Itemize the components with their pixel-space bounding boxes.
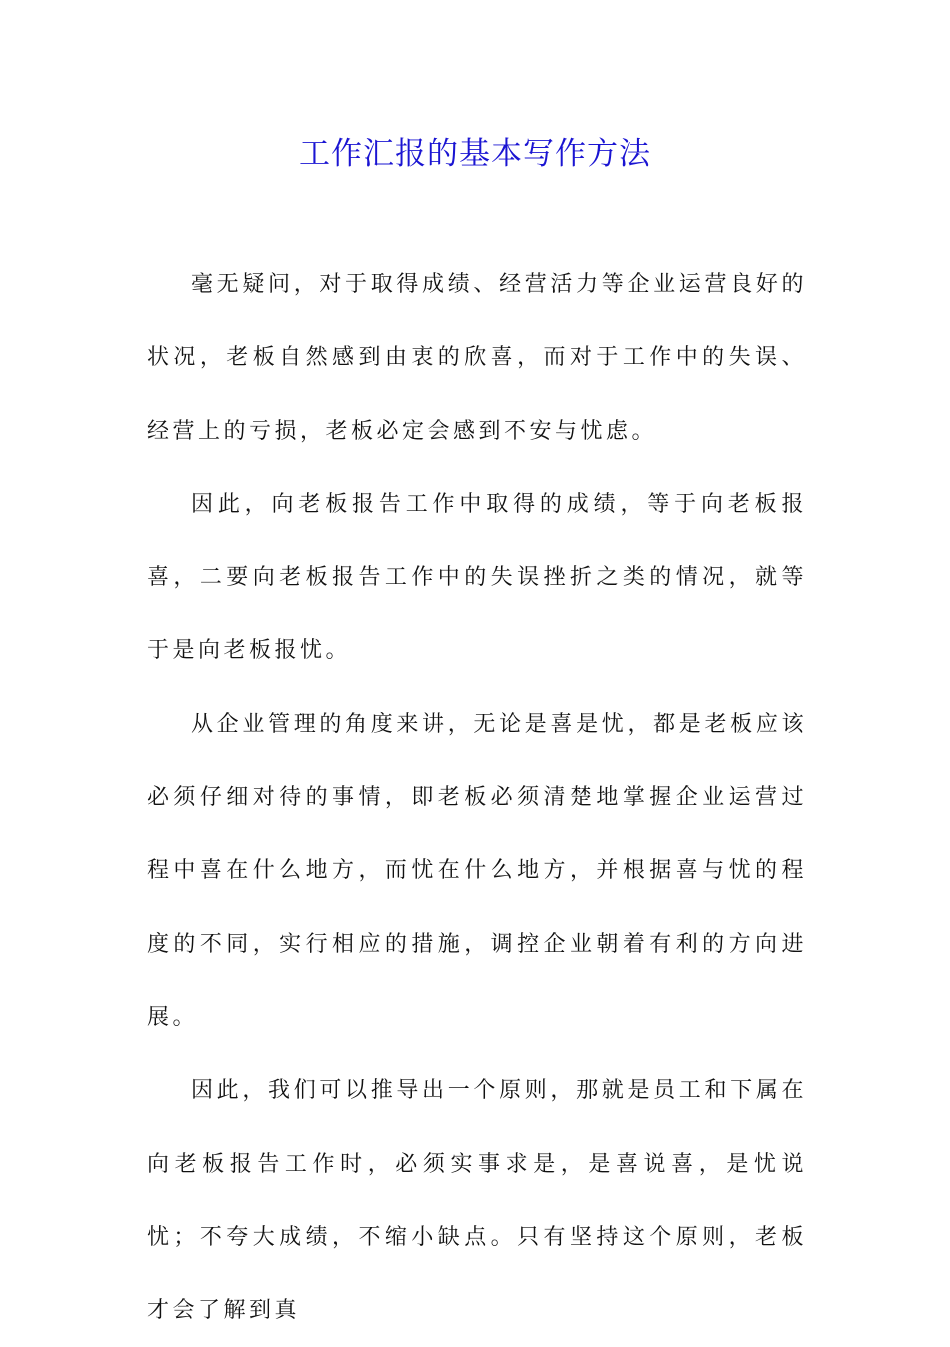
document-body bbox=[147, 248, 807, 1347]
paragraph: 因此，我们可以推导出一个原则，那就是员工和下属在向老板报告工作时，必须实事求是，是喜说喜，是忧说忧；不夸大成绩，不缩小缺点。只有坚持这个原则，老板才会了解到真 bbox=[147, 1078, 807, 1324]
paragraph: 因此，向老板报告工作中取得的成绩，等于向老板报喜，二要向老板报告工作中的失误挫折之类的情况，就等于是向老板报忧。 bbox=[147, 491, 807, 664]
document-title: 工作汇报的基本写作方法 bbox=[299, 136, 651, 172]
paragraph: 毫无疑问，对于取得成绩、经营活力等企业运营良好的状况，老板自然感到由衷的欣喜，而对于工作中的失误、经营上的亏损，老板必定会感到不安与忧虑。 bbox=[147, 272, 807, 444]
paragraph: 从企业管理的角度来讲，无论是喜是忧，都是老板应该必须仔细对待的事情，即老板必须清楚地掌握企业运营过程中喜在什么地方，而忧在什么地方，并根据喜与忧的程度的不同，实行相应的措施，调控企业朝着有利的方向进展。 bbox=[147, 711, 807, 1030]
